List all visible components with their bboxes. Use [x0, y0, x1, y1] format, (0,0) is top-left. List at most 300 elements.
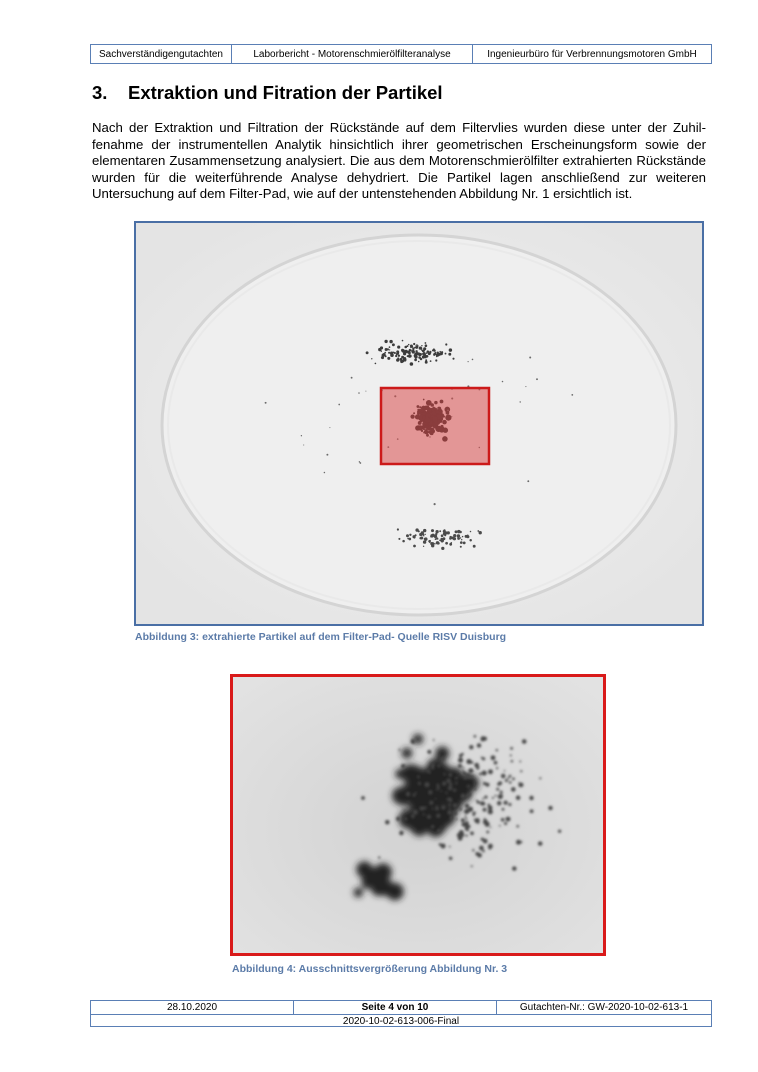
particle-speck: [520, 770, 522, 772]
particle-speck: [462, 772, 466, 776]
particle-speck: [436, 805, 438, 807]
particle-speck: [457, 530, 460, 533]
particle-speck: [473, 782, 476, 785]
particle-speck: [459, 830, 464, 835]
particle-speck: [423, 540, 426, 543]
particle-speck: [470, 831, 474, 835]
particle-speck: [435, 352, 436, 353]
particle-speck: [496, 767, 498, 769]
particle-speck: [538, 841, 542, 845]
particle-speck: [411, 350, 412, 351]
particle-speck: [429, 540, 431, 542]
particle-speck: [447, 810, 452, 815]
particle-speck: [432, 808, 434, 810]
particle-speck: [501, 774, 505, 778]
particle-speck: [448, 773, 452, 777]
particle-speck: [448, 786, 453, 791]
particle-speck: [466, 759, 471, 764]
particle-speck: [464, 776, 467, 779]
particle-speck: [406, 534, 409, 537]
particle-speck: [519, 760, 521, 762]
particle-speck: [504, 801, 508, 805]
particle-speck: [495, 795, 497, 797]
particle-speck: [396, 358, 399, 361]
particle-speck: [468, 768, 473, 773]
particle-speck: [408, 344, 409, 345]
particle-speck: [441, 534, 444, 537]
particle-speck: [456, 818, 458, 820]
particle-speck: [371, 358, 372, 359]
particle-speck: [472, 849, 474, 851]
particle-speck: [476, 766, 479, 769]
header-document-type: Sachverständigengutachten: [91, 45, 232, 63]
particle-speck: [407, 538, 409, 540]
particle-speck: [474, 812, 476, 814]
particle-speck: [424, 537, 427, 540]
particle-speck: [389, 349, 390, 350]
particle-speck: [450, 858, 452, 860]
particle-speck: [436, 541, 439, 544]
particle-speck: [462, 822, 466, 826]
particle-speck: [392, 343, 395, 346]
particle-speck: [386, 883, 403, 900]
particle-speck: [508, 803, 511, 806]
particle-speck: [436, 814, 440, 818]
filter-pad-photo: [134, 221, 704, 626]
particle-speck: [452, 358, 454, 360]
particle-speck: [427, 750, 431, 754]
particle-speck: [403, 358, 407, 362]
particle-speck: [453, 789, 456, 792]
particle-speck: [423, 529, 426, 532]
enlarged-detail-photo: [230, 674, 606, 956]
particle-speck: [398, 538, 400, 540]
particle-speck: [428, 771, 431, 774]
particle-speck: [437, 786, 440, 789]
footer-document-id: 2020-10-02-613-006-Final: [342, 1015, 460, 1027]
particle-speck: [434, 543, 436, 545]
particle-speck: [387, 357, 390, 360]
particle-speck: [460, 537, 461, 538]
particle-speck: [444, 531, 447, 534]
particle-speck: [415, 819, 427, 831]
page-footer: [90, 1000, 712, 1027]
particle-speck: [481, 736, 486, 741]
particle-speck: [441, 547, 444, 550]
particle-speck: [465, 827, 469, 831]
particle-speck: [459, 808, 462, 811]
footer-report-number: Gutachten-Nr.: GW-2020-10-02-613-1: [519, 1002, 689, 1013]
particle-speck: [402, 748, 413, 759]
particle-speck: [460, 546, 462, 548]
particle-speck: [430, 542, 433, 545]
particle-speck: [427, 815, 431, 819]
particle-speck: [463, 541, 466, 544]
particle-speck: [465, 804, 469, 808]
particle-speck: [329, 427, 330, 428]
particle-speck: [502, 808, 505, 811]
particle-speck: [435, 533, 437, 535]
particle-speck: [465, 834, 467, 836]
particle-speck: [447, 798, 450, 801]
particle-speck: [425, 344, 428, 347]
particle-speck: [407, 355, 409, 357]
particle-speck: [404, 817, 407, 820]
particle-speck: [449, 807, 451, 809]
particle-speck: [396, 817, 400, 821]
particle-speck: [419, 346, 422, 349]
particle-speck: [509, 781, 512, 784]
particle-speck: [413, 343, 415, 345]
particle-speck: [395, 355, 397, 357]
enlarged-detail-image: [233, 677, 603, 953]
particle-speck: [472, 359, 474, 361]
particle-speck: [468, 361, 469, 362]
particle-speck: [389, 346, 391, 348]
particle-speck: [413, 347, 415, 349]
particle-speck: [474, 788, 476, 790]
particle-speck: [506, 817, 509, 820]
particle-speck: [453, 534, 456, 537]
particle-speck: [497, 782, 500, 785]
particle-speck: [429, 801, 433, 805]
particle-speck: [469, 539, 471, 541]
particle-speck: [486, 783, 490, 787]
particle-speck: [338, 404, 340, 406]
particle-speck: [491, 755, 496, 760]
particle-speck: [449, 783, 452, 786]
particle-speck: [496, 749, 498, 751]
particle-speck: [421, 807, 424, 810]
particle-speck: [516, 796, 521, 801]
particle-speck: [439, 539, 441, 541]
particle-speck: [426, 355, 429, 358]
particle-speck: [437, 829, 441, 833]
particle-speck: [413, 794, 416, 797]
particle-speck: [379, 886, 387, 894]
particle-speck: [445, 792, 447, 794]
particle-speck: [354, 888, 363, 897]
particle-speck: [475, 852, 479, 856]
particle-speck: [455, 804, 457, 806]
particle-speck: [416, 344, 418, 346]
particle-speck: [418, 361, 420, 363]
particle-speck: [507, 777, 509, 779]
particle-speck: [326, 454, 328, 456]
particle-speck: [428, 790, 432, 794]
particle-speck: [397, 346, 400, 349]
section-number: 3.: [92, 82, 108, 103]
particle-speck: [424, 782, 429, 787]
particle-speck: [476, 800, 478, 802]
particle-speck: [430, 360, 432, 362]
particle-speck: [458, 764, 462, 768]
particle-speck: [497, 801, 501, 805]
particle-speck: [509, 775, 512, 778]
particle-speck: [443, 773, 445, 775]
particle-speck: [390, 353, 394, 357]
particle-speck: [475, 818, 480, 823]
particle-speck: [482, 771, 487, 776]
particle-speck: [423, 535, 424, 536]
particle-speck: [457, 537, 460, 540]
particle-speck: [453, 811, 457, 815]
particle-speck: [510, 754, 512, 756]
particle-speck: [504, 822, 507, 825]
particle-speck: [516, 825, 519, 828]
particle-speck: [401, 764, 405, 768]
particle-speck: [483, 808, 487, 812]
particle-speck: [431, 529, 434, 532]
particle-speck: [539, 777, 541, 779]
particle-speck: [415, 350, 417, 352]
particle-speck: [472, 813, 475, 816]
particle-speck: [504, 770, 506, 772]
particle-speck: [494, 761, 498, 765]
particle-speck: [437, 764, 440, 767]
particle-speck: [417, 775, 420, 778]
particle-speck: [442, 757, 444, 759]
page-header: [90, 44, 712, 64]
particle-speck: [480, 801, 484, 805]
particle-speck: [512, 866, 516, 870]
particle-speck: [461, 818, 465, 822]
particle-speck: [421, 531, 424, 534]
particle-speck: [451, 536, 454, 539]
particle-speck: [512, 778, 515, 781]
particle-speck: [375, 363, 377, 365]
particle-speck: [423, 813, 425, 815]
particle-speck: [408, 351, 411, 354]
particle-speck: [448, 803, 451, 806]
particle-speck: [440, 826, 442, 828]
body-paragraph: Nach der Extraktion und Filtration der Rückstände auf dem Filtervlies wurden diese unter der Zuhilfenahme der instrumentellen Analytik hinsichtlich ihrer geometrischen Erscheinungsform sowie der elementaren Zusammensetzung analysiert. Die aus dem Motorenschmierölfilter extrahierten Rückstände wurden für die weiterführende Analyse dehydriert. Die Partikel lagen anschließend zur weiteren Untersuchung auf dem Filter-Pad, wie auf der untenstehenden Abbildung Nr. 1 ersichtlich ist.: [92, 120, 706, 201]
particle-speck: [455, 783, 457, 785]
particle-speck: [399, 831, 403, 835]
particle-speck: [511, 760, 513, 762]
particle-speck: [466, 809, 470, 813]
particle-speck: [397, 528, 399, 530]
particle-speck: [423, 546, 424, 547]
particle-speck: [324, 472, 326, 474]
particle-speck: [488, 769, 493, 774]
particle-speck: [415, 792, 417, 794]
particle-speck: [388, 352, 390, 354]
particle-speck: [434, 503, 436, 505]
particle-speck: [413, 829, 415, 831]
particle-speck: [429, 352, 431, 354]
particle-speck: [404, 346, 407, 349]
particle-speck: [428, 803, 441, 816]
particle-speck: [496, 788, 499, 791]
particle-speck: [408, 801, 410, 803]
particle-speck: [449, 348, 452, 351]
filter-pad-image: [136, 223, 702, 624]
particle-speck: [486, 831, 489, 834]
particle-speck: [366, 351, 369, 354]
particle-speck: [433, 739, 435, 741]
particle-speck: [442, 537, 445, 540]
particle-speck: [410, 362, 414, 366]
section-title: Extraktion und Fitration der Partikel: [128, 82, 443, 103]
particle-speck: [366, 867, 382, 883]
particle-speck: [448, 353, 451, 356]
particle-speck: [451, 542, 453, 544]
particle-speck: [419, 537, 421, 539]
particle-speck: [381, 348, 383, 350]
particle-speck: [414, 359, 417, 362]
particle-speck: [402, 540, 405, 543]
particle-speck: [437, 354, 439, 356]
particle-speck: [425, 534, 426, 535]
particle-speck: [484, 796, 487, 799]
particle-speck: [401, 349, 404, 352]
particle-speck: [404, 809, 406, 811]
particle-speck: [465, 818, 467, 820]
particle-speck: [351, 377, 353, 379]
particle-speck: [520, 401, 521, 402]
particle-speck: [499, 825, 501, 827]
particle-speck: [465, 535, 468, 538]
header-report-title: Laborbericht - Motorenschmierölfilteranalyse: [232, 45, 473, 63]
particle-speck: [459, 754, 463, 758]
particle-speck: [516, 840, 521, 845]
particle-speck: [381, 350, 382, 351]
particle-speck: [436, 784, 439, 787]
particle-speck: [490, 826, 492, 828]
footer-page-number: Seite 4 von 10: [294, 1001, 497, 1014]
particle-speck: [418, 782, 421, 785]
particle-speck: [265, 402, 267, 404]
particle-speck: [485, 822, 490, 827]
particle-speck: [422, 349, 425, 352]
particle-speck: [442, 781, 446, 785]
particle-speck: [510, 747, 513, 750]
particle-speck: [431, 763, 435, 767]
particle-speck: [358, 392, 360, 394]
particle-speck: [530, 809, 534, 813]
particle-speck: [412, 349, 414, 351]
particle-speck: [458, 758, 463, 763]
particle-speck: [571, 394, 573, 396]
particle-speck: [501, 818, 504, 821]
particle-speck: [460, 541, 463, 544]
particle-speck: [511, 787, 516, 792]
particle-speck: [500, 794, 503, 797]
header-company: Ingenieurbüro für Verbrennungsmotoren GmbH: [487, 48, 697, 60]
particle-speck: [435, 359, 437, 361]
particle-speck: [450, 816, 453, 819]
particle-speck: [431, 825, 434, 828]
particle-speck: [519, 783, 524, 788]
particle-speck: [477, 743, 481, 747]
particle-speck: [488, 846, 491, 849]
figure-caption-4: Abbildung 4: Ausschnittsvergrößerung Abbildung Nr. 3: [232, 963, 508, 975]
particle-speck: [430, 534, 433, 537]
particle-speck: [441, 805, 445, 809]
particle-speck: [525, 386, 526, 387]
particle-speck: [389, 340, 392, 343]
particle-speck: [492, 797, 494, 799]
particle-speck: [502, 381, 504, 383]
figure-caption-3: Abbildung 3: extrahierte Partikel auf dem Filter-Pad- Quelle RISV Duisburg: [135, 631, 507, 643]
particle-speck: [473, 545, 476, 548]
particle-speck: [469, 745, 473, 749]
particle-speck: [414, 537, 415, 538]
particle-speck: [378, 856, 380, 858]
particle-speck: [445, 542, 448, 545]
particle-speck: [415, 346, 418, 349]
particle-speck: [470, 531, 472, 533]
particle-speck: [529, 796, 533, 800]
particle-speck: [522, 739, 527, 744]
particle-speck: [303, 444, 304, 445]
particle-speck: [396, 353, 398, 355]
particle-speck: [416, 529, 418, 531]
particle-speck: [414, 352, 417, 355]
particle-speck: [471, 775, 474, 778]
particle-speck: [365, 391, 366, 392]
particle-speck: [471, 865, 473, 867]
particle-speck: [479, 846, 484, 851]
particle-speck: [406, 792, 410, 796]
particle-speck: [527, 480, 529, 482]
particle-speck: [505, 779, 508, 782]
particle-speck: [471, 761, 474, 764]
particle-speck: [398, 355, 400, 357]
particle-speck: [558, 830, 561, 833]
particle-speck: [483, 839, 488, 844]
particle-speck: [479, 531, 482, 534]
particle-speck: [409, 349, 411, 351]
particle-speck: [548, 806, 552, 810]
particle-speck: [436, 537, 438, 539]
particle-speck: [461, 539, 462, 540]
particle-speck: [421, 345, 422, 346]
particle-speck: [462, 536, 463, 537]
particle-speck: [482, 850, 485, 853]
particle-speck: [461, 794, 466, 799]
particle-speck: [479, 773, 482, 776]
particle-speck: [399, 358, 402, 361]
particle-speck: [409, 534, 411, 536]
particle-speck: [385, 348, 388, 351]
particle-speck: [441, 844, 446, 849]
particle-speck: [392, 787, 409, 804]
particle-speck: [301, 435, 302, 436]
particle-speck: [441, 541, 443, 543]
particle-speck: [482, 798, 484, 800]
particle-speck: [361, 796, 365, 800]
particle-speck: [435, 530, 438, 533]
particle-speck: [462, 770, 464, 772]
particle-speck: [462, 767, 464, 769]
particle-speck: [481, 757, 483, 759]
particle-speck: [411, 346, 413, 348]
particle-speck: [464, 815, 466, 817]
particle-speck: [449, 846, 451, 848]
particle-speck: [488, 805, 493, 810]
particle-speck: [426, 352, 428, 354]
particle-speck: [439, 530, 441, 532]
particle-speck: [441, 351, 443, 353]
particle-speck: [411, 739, 416, 744]
particle-speck: [445, 353, 447, 355]
particle-speck: [402, 340, 404, 342]
particle-speck: [385, 355, 387, 357]
particle-speck: [384, 340, 387, 343]
particle-speck: [433, 353, 435, 355]
